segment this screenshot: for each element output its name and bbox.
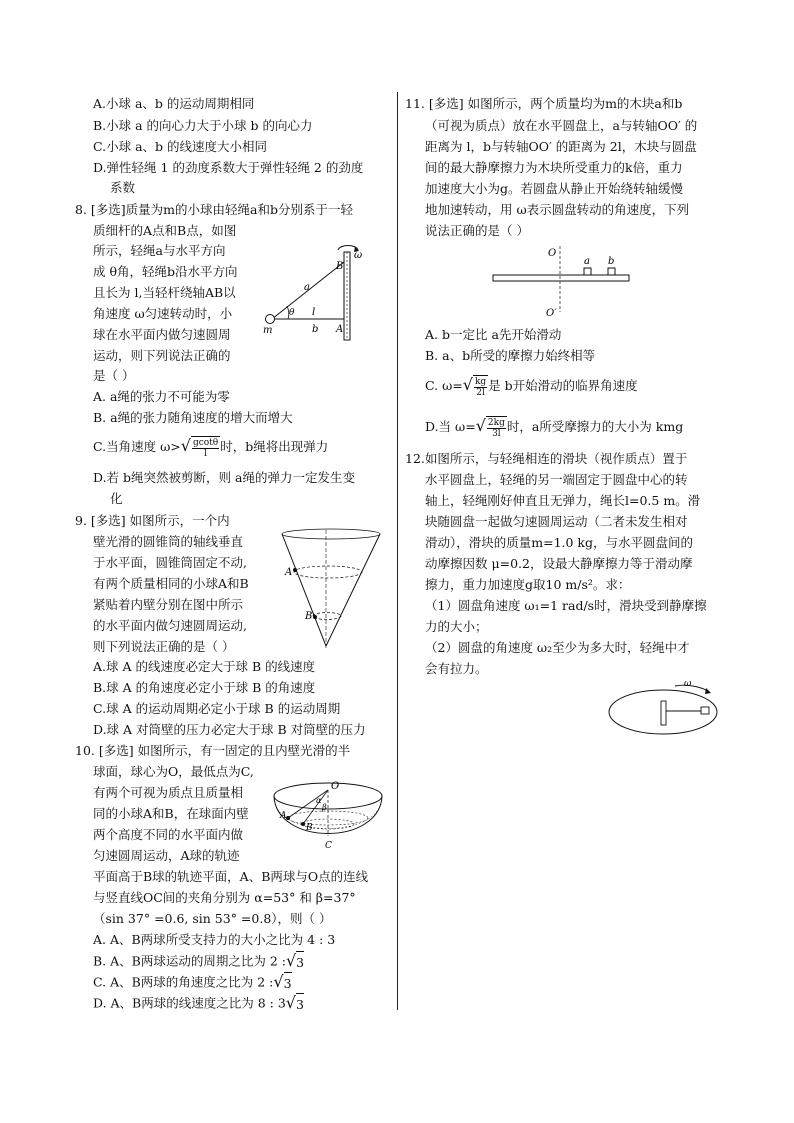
q8-option-c xyxy=(93,436,328,459)
q12-part-2-cont: 会有拉力。 xyxy=(425,661,488,676)
q9-stem-line: 于水平面，圆锥筒固定不动, xyxy=(93,555,247,570)
q10-stem-line: 匀速圆周运动，A球的轨迹 xyxy=(93,848,240,863)
q12-stem-line: 轴上，轻绳刚好伸直且无弹力，绳长l=0.5 m。滑 xyxy=(425,493,701,508)
q12-stem-line: 滑动），滑块的质量m=1.0 kg，与水平圆盘间的 xyxy=(425,535,694,550)
q11-option-c-suffix: 是 b开始滑动的临界角速度 xyxy=(488,378,638,393)
q11-option-c-numerator: kg xyxy=(474,377,487,387)
q9-label-A: A xyxy=(285,567,293,578)
q10-option-c xyxy=(93,972,292,994)
q10-stem-line: 两个高度不同的水平面内做 xyxy=(93,827,244,842)
q8-stem-line: 8. [多选]质量为m的小球由轻绳a和b分别系于一轻 xyxy=(75,202,353,217)
q10-option-b xyxy=(93,951,304,973)
q10-stem-line: 球面，球心为O，最低点为C, xyxy=(93,764,254,779)
q12-stem-line: 水平圆盘上，轻绳的另一端固定于圆盘中心的转 xyxy=(425,472,688,487)
q8-label-B: B xyxy=(336,261,344,272)
q7-option-b: B.小球 a 的向心力大于小球 b 的向心力 xyxy=(93,118,313,133)
q10-option-a: A. A、B两球所受支持力的大小之比为 4 : 3 xyxy=(93,932,336,947)
q8-option-c-denominator: l xyxy=(204,449,208,459)
q8-label-A: A xyxy=(336,324,344,335)
q9-option-a: A.球 A 的线速度必定大于球 B 的线速度 xyxy=(93,659,316,674)
q9-stem-line: 9. [多选] 如图所示，一个内 xyxy=(75,513,230,528)
q11-option-d-denominator: 3l xyxy=(492,429,501,439)
q12-disk-figure xyxy=(605,676,720,738)
q11-option-a: A. b一定比 a先开始滑动 xyxy=(425,327,562,342)
q12-label-omega: ω xyxy=(684,679,692,689)
sqrt-symbol: √ $\frac{2kg}{3l}$ xyxy=(475,416,505,439)
q8-label-l: l xyxy=(312,307,316,318)
q10-label-C: C xyxy=(325,841,332,851)
q11-option-c xyxy=(425,375,638,398)
q11-stem-line: 加速度大小为g。若圆盘从静止开始绕转轴缓慢 xyxy=(425,181,684,196)
q8-stem-line: 是（ ） xyxy=(93,368,135,383)
q8-option-d: D.若 b绳突然被剪断，则 a绳的弹力一定发生变 xyxy=(93,470,355,485)
q10-option-d-radicand: 3 xyxy=(296,993,304,1015)
q10-stem-line: （sin 37° =0.6, sin 53° =0.8），则（ ） xyxy=(93,911,332,926)
q8-option-d-cont: 化 xyxy=(110,491,123,506)
q8-stem-line: 所示，轻绳a与水平方向 xyxy=(93,243,226,258)
q10-stem-line: 与竖直线OC间的夹角分别为 α=53° 和 β=37° xyxy=(93,890,356,905)
q8-label-m: m xyxy=(263,325,273,336)
q9-option-b: B.球 A 的角速度必定小于球 B 的角速度 xyxy=(93,680,316,695)
q11-option-d-suffix: 时，a所受摩擦力的大小为 kmg xyxy=(506,419,684,434)
q11-label-b: b xyxy=(608,256,615,267)
q11-option-b: B. a、b所受的摩擦力始终相等 xyxy=(425,348,596,363)
q11-stem-line: 间的最大静摩擦力为木块所受重力的k倍，重力 xyxy=(425,160,683,175)
q9-stem-line: 壁光滑的圆锥筒的轴线垂直 xyxy=(93,534,244,549)
q11-stem-line: 地加速转动，用 ω表示圆盘转动的角速度，下列 xyxy=(425,202,690,217)
q11-stem-line: 距离为 l，b与转轴OO′ 的距离为 2l，木块与圆盘 xyxy=(425,139,697,154)
q10-option-d-text: D. A、B两球的线速度之比为 8 : 3 xyxy=(93,995,286,1011)
q8-label-theta: θ xyxy=(289,308,295,318)
q10-stem-line: 同的小球A和B，在球面内壁 xyxy=(93,806,249,821)
sqrt-symbol: √ 3 xyxy=(273,972,291,994)
q10-option-b-radicand: 3 xyxy=(296,951,304,973)
q11-label-a: a xyxy=(584,256,590,267)
q11-option-d xyxy=(425,416,683,439)
q10-option-c-radicand: 3 xyxy=(284,972,292,994)
q7-option-a: A.小球 a、b 的运动周期相同 xyxy=(93,96,255,111)
q8-stem-line: 角速度 ω匀速转动时，小 xyxy=(93,306,233,321)
q10-option-c-text: C. A、B两球的角速度之比为 2 : xyxy=(93,974,274,990)
q10-label-B: B xyxy=(306,823,313,833)
q9-stem-line: 有两个质量相同的小球A和B xyxy=(93,576,249,591)
column-divider xyxy=(397,92,398,1010)
q12-stem-line: 擦力，重力加速度g取10 m/s²。求： xyxy=(425,577,631,592)
q11-label-O: O xyxy=(548,248,557,259)
q10-option-d xyxy=(93,993,304,1015)
q8-rod-figure xyxy=(258,242,388,342)
q9-option-c: C.球 A 的运动周期必定小于球 B 的运动周期 xyxy=(93,701,341,716)
q9-label-B: B xyxy=(305,611,313,622)
q9-stem-line: 则下列说法正确的是（ ） xyxy=(93,639,235,654)
q8-label-omega: ω xyxy=(354,250,363,261)
q8-label-b: b xyxy=(312,324,319,335)
q8-stem-line: 质细杆的A点和B点，如图 xyxy=(93,223,237,238)
q11-stem-line: 说法正确的是（ ） xyxy=(425,223,529,238)
q8-stem-line: 球在水平面内做匀速圆周 xyxy=(93,327,231,342)
q10-label-alpha: α xyxy=(316,796,322,805)
q12-part-2: （2）圆盘的角速度 ω₂至少为多大时，轻绳中才 xyxy=(425,640,690,655)
q11-stem-line: （可视为质点）放在水平圆盘上，a与转轴OO′ 的 xyxy=(425,118,698,133)
q8-option-c-prefix: C.当角速度 ω> xyxy=(93,439,181,454)
q10-stem-line: 10. [多选] 如图所示，有一固定的且内壁光滑的半 xyxy=(75,743,351,758)
q11-disk-figure xyxy=(490,242,635,320)
q8-option-c-numerator: gcotθ xyxy=(192,438,219,448)
q11-option-c-prefix: C. ω= xyxy=(425,378,463,393)
q9-option-d: D.球 A 对筒壁的压力必定大于球 B 对筒壁的压力 xyxy=(93,722,366,737)
sqrt-symbol: √ $\frac{kg}{2l}$ xyxy=(462,375,487,398)
q12-part-1-cont: 力的大小； xyxy=(425,619,488,634)
q7-option-c: C.小球 a、b 的线速度大小相同 xyxy=(93,139,267,154)
q12-stem-line: 块随圆盘一起做匀速圆周运动（二者未发生相对 xyxy=(425,514,688,529)
q10-stem-line: 平面高于B球的轨迹平面，A、B两球与O点的连线 xyxy=(93,869,369,884)
q9-stem-line: 的水平面内做匀速圆周运动, xyxy=(93,618,247,633)
q10-option-b-text: B. A、B两球运动的周期之比为 2 : xyxy=(93,953,286,969)
q11-option-d-prefix: D.当 ω= xyxy=(425,419,476,434)
q10-hemisphere-figure xyxy=(268,778,388,864)
q11-stem-line: 11. [多选] 如图所示，两个质量均为m的木块a和b xyxy=(405,96,683,111)
q10-stem-line: 有两个可视为质点且质量相 xyxy=(93,785,244,800)
q8-option-a: A. a绳的张力不可能为零 xyxy=(93,389,230,404)
q12-stem-line: 12.如图所示，与轻绳相连的滑块（视作质点）置于 xyxy=(405,451,688,466)
q11-label-O-prime: O′ xyxy=(546,308,557,319)
q12-stem-line: 动摩擦因数 μ=0.2，设最大静摩擦力等于滑动摩 xyxy=(425,556,693,571)
sqrt-symbol: √ 3 xyxy=(286,993,304,1015)
q9-cone-figure xyxy=(278,528,384,652)
sqrt-symbol: √ 3 xyxy=(286,951,304,973)
q8-label-a: a xyxy=(304,282,310,293)
q7-option-d-cont: 系数 xyxy=(110,180,136,195)
q10-label-O: O xyxy=(331,781,340,792)
sqrt-symbol: √ $\frac{gcot\theta}{l}$ xyxy=(180,436,219,459)
q8-option-b: B. a绳的张力随角速度的增大而增大 xyxy=(93,410,293,425)
q12-part-1: （1）圆盘角速度 ω₁=1 rad/s时，滑块受到静摩擦 xyxy=(425,598,707,613)
q11-option-c-denominator: 2l xyxy=(476,388,485,398)
q8-stem-line: 运动，则下列说法正确的 xyxy=(93,348,231,363)
q10-label-beta: β xyxy=(322,803,327,812)
q9-stem-line: 紧贴着内壁分别在图中所示 xyxy=(93,597,244,612)
q8-stem-line: 且长为 l,当轻杆绕轴AB以 xyxy=(93,285,236,300)
q11-option-d-numerator: 2kg xyxy=(487,418,505,428)
q10-label-A: A xyxy=(280,811,287,821)
q8-option-c-suffix: 时，b绳将出现弹力 xyxy=(220,439,329,454)
q7-option-d: D.弹性轻绳 1 的劲度系数大于弹性轻绳 2 的劲度 xyxy=(93,160,364,175)
q8-stem-line: 成 θ角，轻绳b沿水平方向 xyxy=(93,264,238,279)
